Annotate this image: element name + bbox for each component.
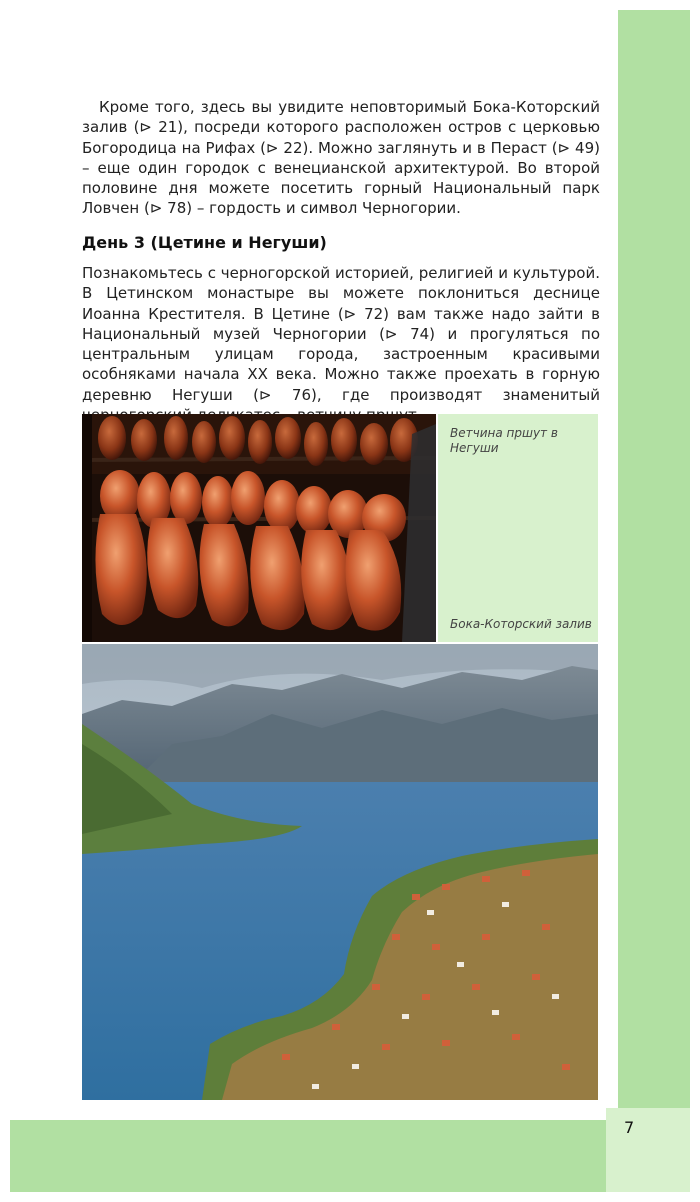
page-number-box (606, 1108, 690, 1192)
caption-box (438, 414, 598, 642)
bottom-accent-bar (10, 1120, 606, 1192)
page-number: 7 (624, 1118, 635, 1137)
bay-illustration (82, 644, 598, 1100)
caption-ham: Ветчина пршут в Негуши (450, 426, 558, 455)
ham-photo (82, 414, 436, 642)
day3-paragraph: Познакомьтесь с черногорской историей, религией и культурой. В Цетинском монастыре вы можете поклониться деснице Иоанна Крестителя. В Цетине (⊳ 72) вам также надо зайти в Национальный музей Черногории (⊳ 74) и прогуляться по центральным улицам города, застроенным красивыми особняками начала XX века. Можно также проехать в горную деревню Негуши (⊳ 76), где производят знаменитый (82, 264, 600, 404)
ham-illustration (82, 414, 436, 642)
intro-paragraph: Кроме того, здесь вы увидите неповторимый Бока-Которский залив (⊳ 21), посреди которого расположен остров с церковью Богородица на Рифах (⊳ 22). Можно заглянуть и в Пераст (⊳ 49) – еще один городок с венецианской архитектурой. Во второй половине дня можете посетить горный Национальный парк Ловчен (⊳ 78) – гордость и символ Черногории. (82, 98, 600, 218)
section-heading-day3: День 3 (Цетине и Негуши) (82, 233, 327, 252)
side-accent-bar (618, 10, 690, 1108)
bay-photo (82, 644, 598, 1100)
caption-bay: Бока-Которский залив (450, 617, 592, 631)
